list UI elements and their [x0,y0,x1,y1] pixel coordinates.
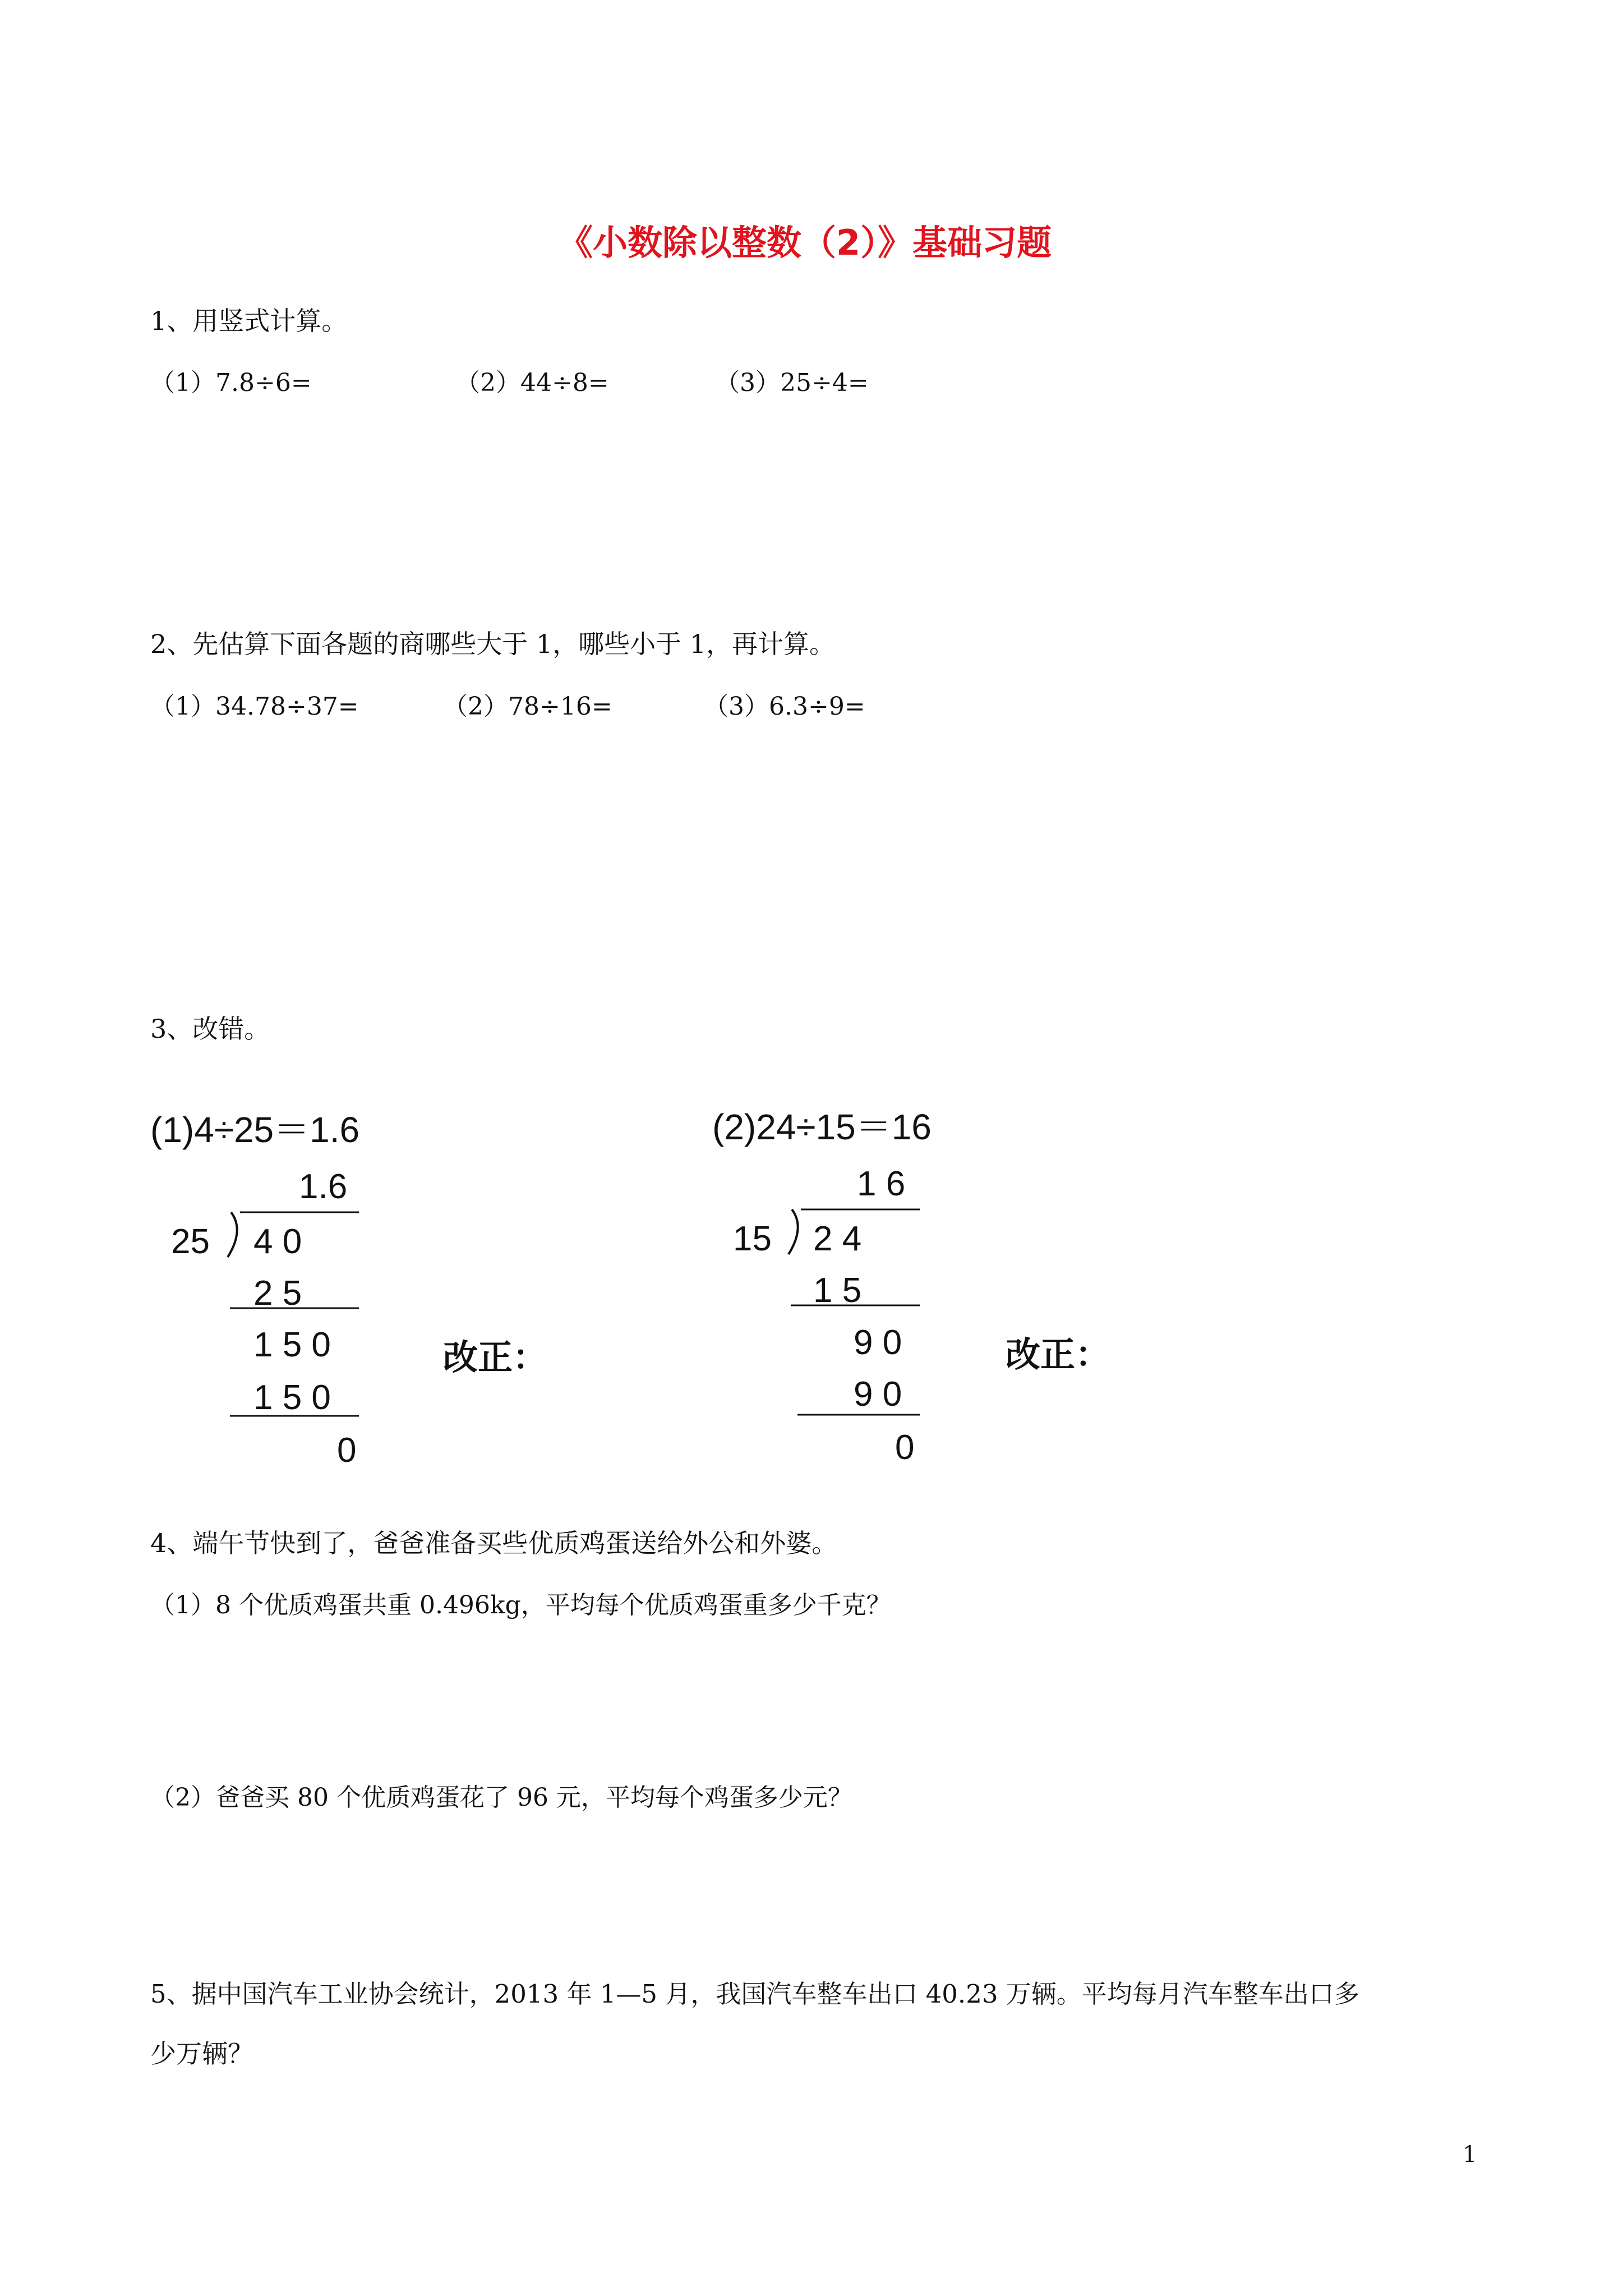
q2-item-3: （3）6.3÷9= [704,692,865,721]
page-number: 1 [1463,2142,1477,2168]
figure-1-divisor: 25 [171,1222,210,1261]
q2-stem: 2、先估算下面各题的商哪些大于 1，哪些小于 1，再计算。 [150,629,836,659]
figure-2-correction-label: 改正： [1006,1334,1110,1375]
figure-2-equation: (2)24÷15＝16 [712,1107,932,1147]
q1-item-3: （3）25÷4= [715,369,869,397]
q5-line-2: 少万辆？ [150,2039,253,2069]
q4-stem: 4、端午节快到了，爸爸准备买些优质鸡蛋送给外公和外婆。 [150,1528,838,1558]
q1-stem: 1、用竖式计算。 [150,306,348,336]
figure-1-correction-label: 改正： [443,1337,548,1378]
figure-2-step-1: 1 5 [813,1271,862,1310]
figure-2-quotient: 1 6 [857,1165,906,1203]
figure-2-step-2: 9 0 [854,1323,902,1362]
q4-item-2: （2）爸爸买 80 个优质鸡蛋花了 96 元，平均每个鸡蛋多少元？ [150,1783,852,1812]
figure-2-dividend: 2 4 [813,1220,862,1258]
figure-1-equation: (1)4÷25＝1.6 [150,1110,360,1150]
figure-1-dividend: 4 0 [253,1222,302,1261]
figure-2-divisor: 15 [733,1220,772,1258]
figure-1-quotient: 1.6 [299,1167,348,1206]
q3-stem: 3、改错。 [150,1014,270,1044]
figure-2-step-3: 9 0 [854,1375,902,1414]
figure-1-step-1: 2 5 [253,1274,302,1313]
q2-item-2: （2）78÷16= [443,692,612,721]
q1-item-2: （2）44÷8= [455,369,609,397]
figure-1-step-4: 0 [337,1431,357,1470]
figure-1-step-3: 1 5 0 [253,1378,331,1417]
q4-item-1: （1）8 个优质鸡蛋共重 0.496kg，平均每个优质鸡蛋重多少千克？ [150,1591,891,1619]
figure-2-step-4: 0 [895,1428,915,1467]
q5-line-1: 5、据中国汽车工业协会统计，2013 年 1—5 月，我国汽车整车出口 40.23 万辆。平均每月汽车整车出口多 [150,1979,1359,2009]
q1-item-1: （1）7.8÷6= [150,369,312,397]
q2-item-1: （1）34.78÷37= [150,692,359,721]
worksheet-title: 《小数除以整数（2）》基础习题 [558,222,1052,263]
figure-1-step-2: 1 5 0 [253,1326,331,1364]
